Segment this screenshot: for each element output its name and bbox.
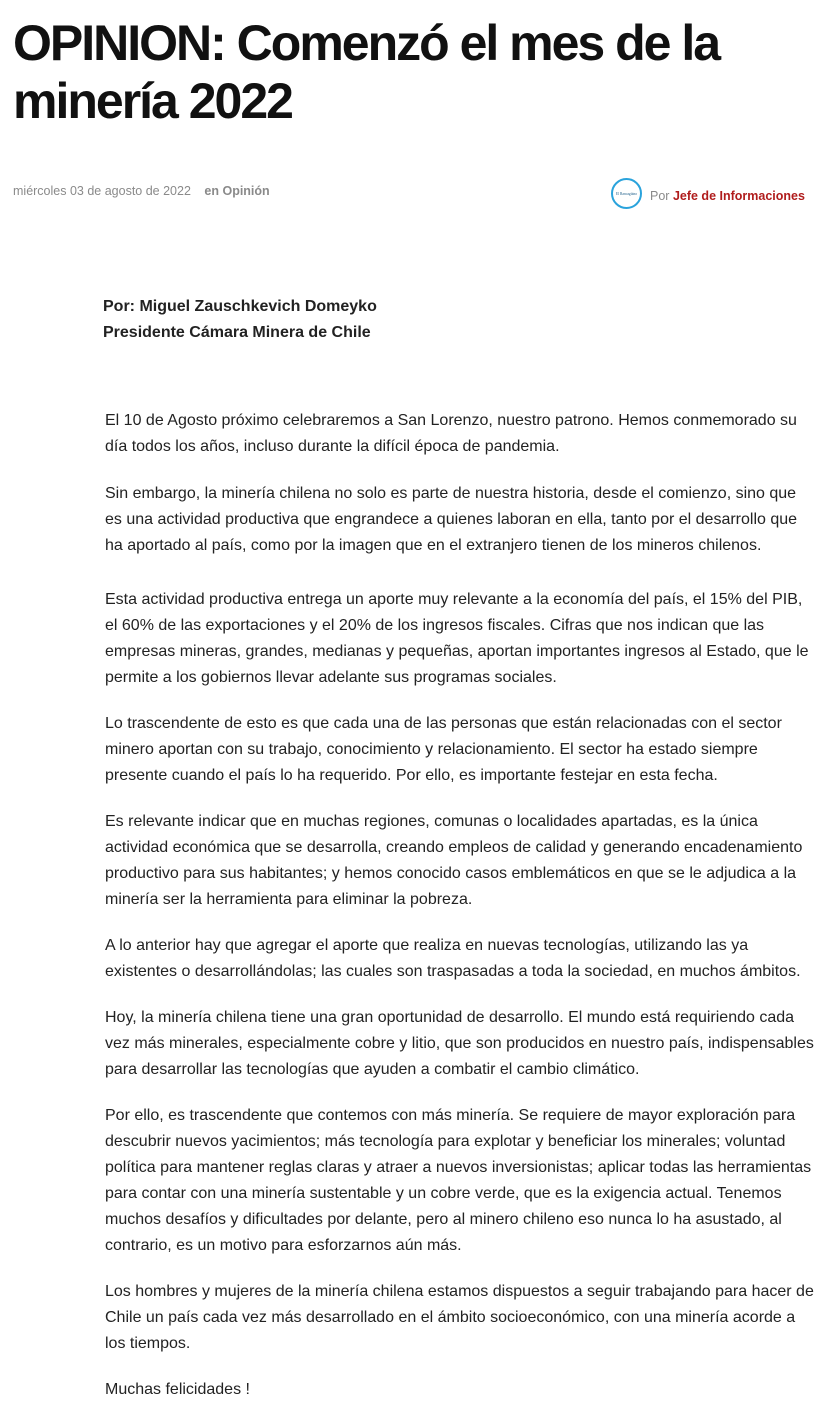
author-meta: [650, 188, 805, 204]
article-paragraph: El 10 de Agosto próximo celebraremos a San Lorenzo, nuestro patrono. Hemos conmemorado su día todos los años, incluso durante la difícil época de pandemia.: [105, 412, 797, 455]
article-meta: [13, 183, 270, 199]
article-paragraph: Sin embargo, la minería chilena no solo es parte de nuestra historia, desde el comienzo, sino que es una actividad productiva que engrandece a quienes laboran en ella, tanto por el desarrollo que ha aportado al país, como por la imagen que en el extranjero tienen de los mineros chilenos.: [105, 485, 798, 554]
op-ed-byline: [103, 294, 703, 346]
byline-role: Presidente Cámara Minera de Chile: [103, 324, 371, 341]
article-paragraph: Los hombres y mujeres de la minería chilena estamos dispuestos a seguir trabajando para hacer de Chile un país cada vez más desarrollado en el ámbito socioeconómico, con una minería acorde a los tiempos.: [105, 1283, 814, 1352]
article-paragraph: Muchas felicidades !: [105, 1381, 250, 1398]
author-avatar-text: El Rancagüino: [615, 191, 638, 196]
author-link[interactable]: Jefe de Informaciones: [672, 189, 805, 203]
article-paragraph: Hoy, la minería chilena tiene una gran oportunidad de desarrollo. El mundo está requiriendo cada vez más minerales, especialmente cobre y litio, que son producidos en nuestro país, indispensables para desarrollar las tecnologías que ayuden a combatir el cambio climático.: [105, 1009, 814, 1078]
article-paragraph: Lo trascendente de esto es que cada una de las personas que están relacionadas con el sector minero aportan con su trabajo, conocimiento y relacionamiento. El sector ha estado siempre presente cuando el país lo ha requerido. Por ello, es importante festejar en esta fecha.: [105, 715, 782, 784]
byline-author: Por: Miguel Zauschkevich Domeyko: [103, 298, 377, 315]
article-paragraph: Esta actividad productiva entrega un aporte muy relevante a la economía del país, el 15% del PIB, el 60% de las exportaciones y el 20% de los ingresos fiscales. Cifras que nos indican que las empresas mineras, grandes, medianas y pequeñas, aportan importantes ingresos al Estado, que le permite a los gobiernos llevar adelante sus programas sociales.: [105, 591, 809, 686]
category-link[interactable]: Opinión: [222, 184, 270, 198]
article-title: OPINION: Comenzó el mes de la minería 2022: [13, 15, 720, 129]
author-prefix: Por: [650, 189, 670, 203]
article-paragraph: A lo anterior hay que agregar el aporte que realiza en nuevas tecnologías, utilizando las ya existentes o desarrollándolas; las cuales son traspasadas a toda la sociedad, en muchos ámbitos.: [105, 937, 801, 980]
publish-date: miércoles 03 de agosto de 2022: [13, 184, 191, 198]
article-paragraph: Es relevante indicar que en muchas regiones, comunas o localidades apartadas, es la única actividad económica que se desarrolla, creando empleos de calidad y generando encadenamiento productivo para sus habitantes; y hemos conocido casos emblemáticos en que se le adjudica a la minería ser la herramienta para eliminar la pobreza.: [105, 813, 803, 908]
article-paragraph: Por ello, es trascendente que contemos con más minería. Se requiere de mayor exploración para descubrir nuevos yacimientos; más tecnología para explotar y beneficiar los minerales; voluntad política para mantener reglas claras y atraer a nuevos inversionistas; aplicar todas las herramientas para contar con una minería sustentable y un cobre verde, que es la exigencia actual. Tenemos muchos desafíos y dificultades por delante, pero al minero chileno eso nunca lo ha asustado, al contrario, es un motivo para esforzarnos aún más.: [105, 1107, 812, 1254]
author-avatar[interactable]: [611, 178, 642, 209]
category-prefix: en: [204, 184, 219, 198]
